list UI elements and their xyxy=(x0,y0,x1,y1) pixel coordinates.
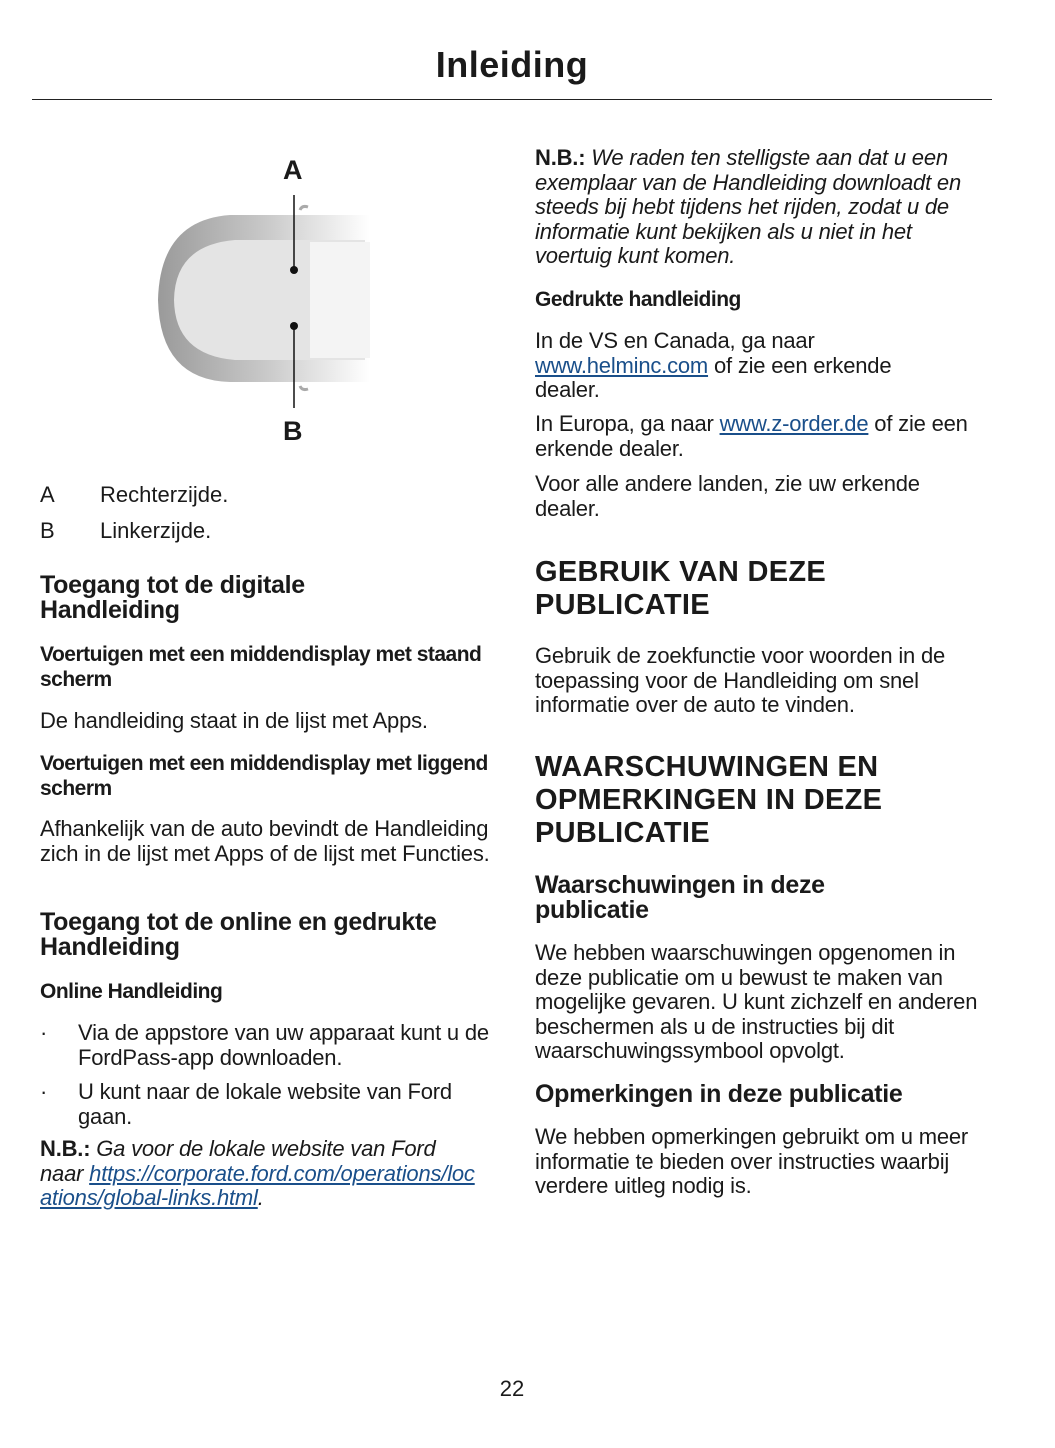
bullet-icon: · xyxy=(40,1079,48,1104)
bullet-list xyxy=(40,1021,492,1129)
bullet-icon: · xyxy=(40,1020,48,1045)
heading-landscape-display: Voertuigen met een middendisplay met liggend scherm xyxy=(40,752,488,800)
legend-key: A xyxy=(40,482,55,507)
figure-legend xyxy=(40,483,500,543)
list-item xyxy=(40,1021,492,1070)
note-ford-website xyxy=(40,1137,480,1211)
paragraph-europe xyxy=(535,412,975,461)
link-z-order[interactable]: www.z-order.de xyxy=(719,411,869,436)
car-top-view-diagram xyxy=(150,150,390,450)
heading-use-publication: GEBRUIK VAN DEZE PUBLICATIE xyxy=(535,556,827,621)
note-text: We raden ten stelligste aan dat u een exemplaar van de Handleiding downloadt en steeds bij hebt tijdens het rijden, zodat u de informatie kunt bekijken als u niet in het voertuig kunt komen. xyxy=(535,145,961,268)
legend-item xyxy=(40,519,500,543)
paragraph-us-canada xyxy=(535,329,955,403)
heading-online-manual: Online Handleiding xyxy=(40,980,223,1003)
list-item-text: U kunt naar de lokale website van Ford gaan. xyxy=(78,1079,452,1129)
text: of zie een erkende dealer. xyxy=(535,352,892,402)
page-title: Inleiding xyxy=(435,44,589,85)
paragraph-other-countries: Voor alle andere landen, zie uw erkende dealer. xyxy=(535,471,920,521)
figure-label-b: B xyxy=(283,416,303,446)
text: In de VS en Canada, ga naar xyxy=(535,328,815,353)
note-label: N.B.: xyxy=(535,145,586,170)
text: of zie een erkende dealer. xyxy=(535,411,968,461)
heading-online-printed: Toegang tot de online en gedrukte Handleiding xyxy=(40,908,437,961)
heading-portrait-display: Voertuigen met een middendisplay met staand scherm xyxy=(40,643,482,691)
legend-item xyxy=(40,483,500,507)
heading-notes: Opmerkingen in deze publicatie xyxy=(535,1080,903,1108)
heading-warnings: Waarschuwingen in deze publicatie xyxy=(535,871,825,924)
note-text: Ga voor de lokale website van Ford naar xyxy=(40,1136,436,1186)
legend-key: B xyxy=(40,518,55,543)
heading-digital-manual: Toegang tot de digitale Handleiding xyxy=(40,571,305,624)
note-label: N.B.: xyxy=(40,1136,91,1161)
header-divider xyxy=(32,99,992,100)
legend-text: Rechterzijde. xyxy=(100,482,229,507)
paragraph-use-publication: Gebruik de zoekfunctie voor woorden in de toepassing voor de Handleiding om snel informatie over de auto te vinden. xyxy=(535,643,946,717)
heading-warnings-notes: WAARSCHUWINGEN EN OPMERKINGEN IN DEZE PUBLICATIE xyxy=(535,751,883,849)
list-item xyxy=(40,1080,492,1129)
paragraph-notes: We hebben opmerkingen gebruikt om u meer informatie te bieden over instructies waarbij verdere uitleg nodig is. xyxy=(535,1124,969,1198)
paragraph-landscape: Afhankelijk van de auto bevindt de Handleiding zich in de lijst met Apps of de lijst met Functies. xyxy=(40,816,490,866)
heading-printed-manual: Gedrukte handleiding xyxy=(535,288,741,311)
paragraph-portrait: De handleiding staat in de lijst met Apps. xyxy=(40,708,428,733)
note-download xyxy=(535,146,987,269)
link-ford-global[interactable]: https://corporate.ford.com/operations/locations/global-links.html xyxy=(40,1160,475,1210)
figure-label-a: A xyxy=(283,155,303,185)
legend-text: Linkerzijde. xyxy=(100,518,212,543)
paragraph-warnings: We hebben waarschuwingen opgenomen in deze publicatie om u bewust te maken van mogelijke gevaren. U kunt zichzelf en anderen beschermen als u de instructies bij dit waarschuwingssymbool opvolgt. xyxy=(535,940,978,1063)
page-number: 22 xyxy=(499,1376,525,1401)
list-item-text: Via de appstore van uw apparaat kunt u de FordPass-app downloaden. xyxy=(78,1020,489,1070)
text: In Europa, ga naar xyxy=(535,411,720,436)
link-helminc[interactable]: www.helminc.com xyxy=(535,352,709,378)
note-end: . xyxy=(257,1185,264,1210)
